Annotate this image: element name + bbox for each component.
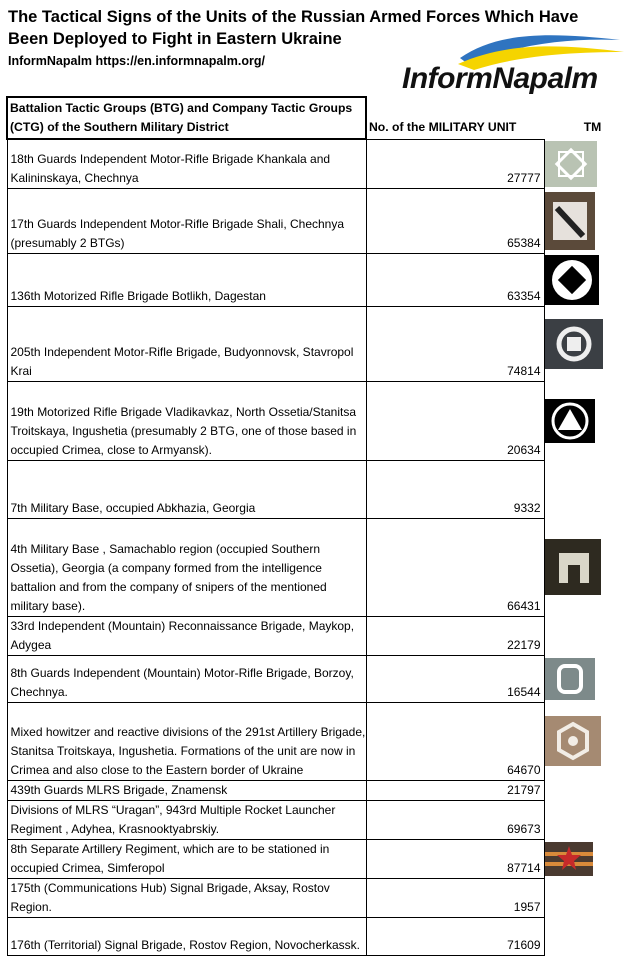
unit-number: 74814 bbox=[366, 306, 544, 381]
unit-name: 176th (Territorial) Signal Brigade, Rostov Region, Novocherkassk. bbox=[7, 917, 366, 955]
unit-number: 21797 bbox=[366, 780, 544, 800]
tactical-sign-cell bbox=[544, 188, 641, 253]
tactical-sign-cell bbox=[544, 780, 641, 800]
tactical-sign-cell bbox=[544, 306, 641, 381]
unit-name: 175th (Communications Hub) Signal Brigade, Aksay, Rostov Region. bbox=[7, 878, 366, 917]
unit-number: 1957 bbox=[366, 878, 544, 917]
column-header-tm: TM bbox=[583, 120, 602, 134]
table-row bbox=[7, 381, 641, 460]
unit-number: 27777 bbox=[366, 139, 544, 188]
table-row bbox=[7, 139, 641, 188]
tactical-sign-hexagon-icon bbox=[545, 716, 601, 766]
unit-number: 66431 bbox=[366, 518, 544, 616]
unit-name: 439th Guards MLRS Brigade, Znamensk bbox=[7, 780, 366, 800]
tactical-sign-rounded-square-icon bbox=[545, 658, 595, 700]
unit-name: 7th Military Base, occupied Abkhazia, Georgia bbox=[7, 460, 366, 518]
unit-name: 18th Guards Independent Motor-Rifle Brigade Khankala and Kalininskaya, Chechnya bbox=[7, 139, 366, 188]
unit-name: 17th Guards Independent Motor-Rifle Brigade Shali, Chechnya (presumably 2 BTGs) bbox=[7, 188, 366, 253]
unit-number: 69673 bbox=[366, 800, 544, 839]
unit-name: 136th Motorized Rifle Brigade Botlikh, Dagestan bbox=[7, 253, 366, 306]
informnapalm-logo bbox=[398, 30, 626, 100]
table-row bbox=[7, 780, 641, 800]
table-row bbox=[7, 518, 641, 616]
table-row bbox=[7, 306, 641, 381]
unit-number: 64670 bbox=[366, 702, 544, 780]
unit-name: 8th Separate Artillery Regiment, which are to be stationed in occupied Crimea, Simferopol bbox=[7, 839, 366, 878]
unit-name: 205th Independent Motor-Rifle Brigade, Budyonnovsk, Stavropol Krai bbox=[7, 306, 366, 381]
table-row bbox=[7, 188, 641, 253]
unit-name: 19th Motorized Rifle Brigade Vladikavkaz, North Ossetia/Stanitsa Troitskaya, Ingushetia (presumably 2 BTG, one of those based in occupied Crimea, close to Armyansk). bbox=[7, 381, 366, 460]
tactical-sign-cell bbox=[544, 139, 641, 188]
unit-number: 87714 bbox=[366, 839, 544, 878]
tactical-sign-cell bbox=[544, 800, 641, 839]
tactical-sign-cell bbox=[544, 702, 641, 780]
unit-number: 71609 bbox=[366, 917, 544, 955]
column-header-unit-number: No. of the MILITARY UNIT bbox=[369, 119, 517, 134]
tactical-sign-slash-square-icon bbox=[545, 192, 595, 250]
tactical-sign-cell bbox=[544, 878, 641, 917]
table-row bbox=[7, 253, 641, 306]
unit-number: 9332 bbox=[366, 460, 544, 518]
table-row bbox=[7, 878, 641, 917]
tactical-sign-cell bbox=[544, 253, 641, 306]
tactical-sign-cell bbox=[544, 616, 641, 655]
unit-number: 20634 bbox=[366, 381, 544, 460]
page-title: The Tactical Signs of the Units of the Russian Armed Forces Which Have Been Deployed to Fight in Eastern Ukraine bbox=[8, 8, 579, 48]
unit-name: Divisions of MLRS “Uragan”, 943rd Multiple Rocket Launcher Regiment , Adyhea, Krasnooktyabrskiy. bbox=[7, 800, 366, 839]
unit-name: 33rd Independent (Mountain) Reconnaissance Brigade, Maykop, Adygea bbox=[7, 616, 366, 655]
tactical-sign-star-ribbon-icon bbox=[545, 842, 593, 876]
source-link[interactable]: InformNapalm https://en.informnapalm.org/ bbox=[8, 54, 265, 68]
table-row bbox=[7, 702, 641, 780]
tactical-sign-circle-triangle-icon bbox=[545, 399, 595, 443]
tactical-sign-cell bbox=[544, 839, 641, 878]
tactical-sign-diamond-icon bbox=[545, 141, 597, 187]
tactical-sign-cell bbox=[544, 381, 641, 460]
units-table bbox=[6, 96, 641, 956]
unit-number: 16544 bbox=[366, 655, 544, 702]
table-row bbox=[7, 655, 641, 702]
table-row bbox=[7, 616, 641, 655]
table-row bbox=[7, 839, 641, 878]
table-row bbox=[7, 460, 641, 518]
tactical-sign-cell bbox=[544, 917, 641, 955]
logo-text: InformNapalm bbox=[402, 62, 598, 95]
tactical-sign-circle-diamond-icon bbox=[545, 255, 599, 305]
unit-name: Mixed howitzer and reactive divisions of the 291st Artillery Brigade, Stanitsa Troitskaya, Ingushetia. Formations of the unit are now in Crimea and also close to the Eastern border of Ukraine bbox=[7, 702, 366, 780]
unit-name: 4th Military Base , Samachablo region (occupied Southern Ossetia), Georgia (a company formed from the intelligence battalion and from the company of snipers of the mentioned military base). bbox=[7, 518, 366, 616]
unit-number: 22179 bbox=[366, 616, 544, 655]
tactical-sign-arch-block-icon bbox=[545, 539, 601, 595]
table-row bbox=[7, 917, 641, 955]
column-header-units: Battalion Tactic Groups (BTG) and Company Tactic Groups (CTG) of the Southern Military District bbox=[7, 97, 366, 139]
unit-name: 8th Guards Independent (Mountain) Motor-Rifle Brigade, Borzoy, Chechnya. bbox=[7, 655, 366, 702]
tactical-sign-open-circle-icon bbox=[545, 319, 603, 369]
tactical-sign-cell bbox=[544, 460, 641, 518]
tactical-sign-cell bbox=[544, 518, 641, 616]
table-row bbox=[7, 800, 641, 839]
unit-number: 63354 bbox=[366, 253, 544, 306]
tactical-sign-cell bbox=[544, 655, 641, 702]
table-header-row bbox=[7, 97, 641, 139]
unit-number: 65384 bbox=[366, 188, 544, 253]
